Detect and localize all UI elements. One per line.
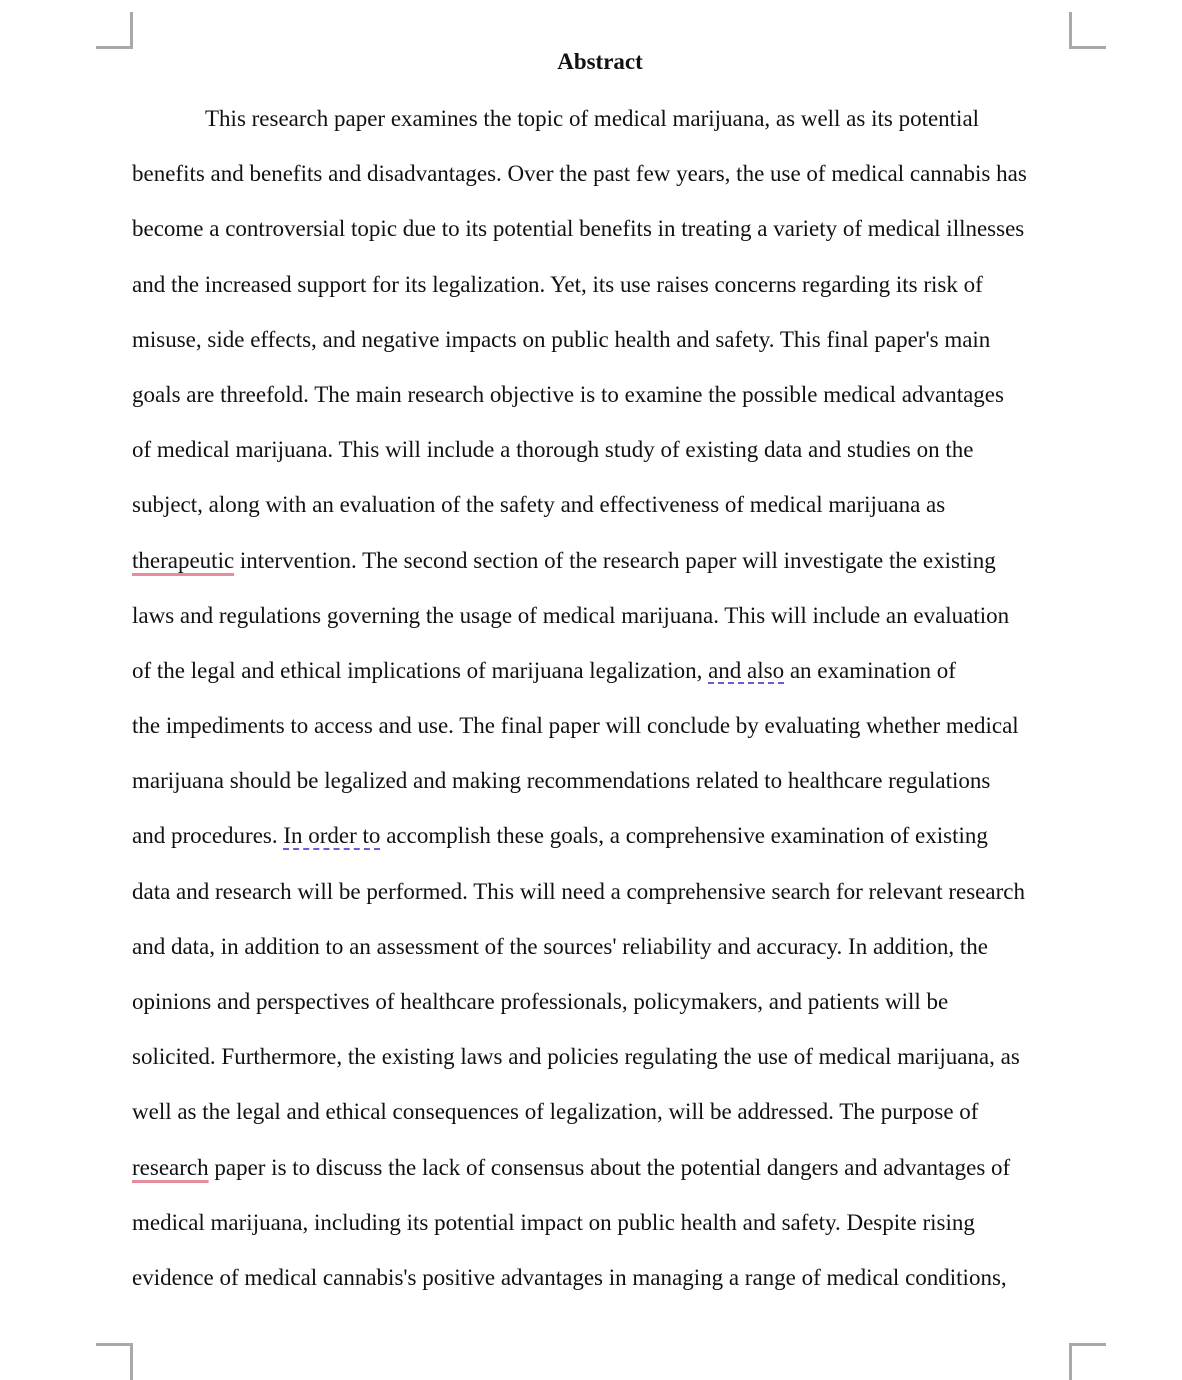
text-line: opinions and perspectives of healthcare professionals, policymakers, and patients will be: [132, 989, 949, 1014]
line-text-before: and procedures.: [132, 823, 284, 849]
text-line: goals are threefold. The main research objective is to examine the possible medical advantages: [132, 381, 1004, 407]
text-line: benefits and benefits and disadvantages. Over the past few years, the use of medical cannabis has: [132, 161, 1027, 187]
line-text-after: intervention. The second section of the research paper will investigate the existing: [234, 547, 996, 573]
text-line: subject, along with an evaluation of the safety and effectiveness of medical marijuana as: [132, 492, 946, 518]
spelling-flag-research[interactable]: research: [132, 1154, 209, 1180]
text-line: the impediments to access and use. The final paper will conclude by evaluating whether medical: [132, 713, 1019, 739]
crop-mark-top-right: [1069, 12, 1106, 49]
line-text-after: accomplish these goals, a comprehensive examination of existing: [380, 823, 988, 849]
text-line: [132, 807, 1092, 862]
text-line: well as the legal and ethical consequences of legalization, will be addressed. The purpose of: [132, 1099, 979, 1125]
grammar-flag-in-order-to[interactable]: In order to: [283, 823, 381, 849]
text-line: laws and regulations governing the usage of medical marijuana. This will include an evaluation: [132, 602, 1010, 628]
text-line: and data, in addition to an assessment of the sources' reliability and accuracy. In addition, the: [132, 933, 988, 959]
spelling-flag-therapeutic[interactable]: therapeutic: [132, 547, 235, 573]
text-line: medical marijuana, including its potential impact on public health and safety. Despite rising: [132, 1209, 975, 1235]
text-line: misuse, side effects, and negative impacts on public health and safety. This final paper's main: [132, 326, 991, 352]
text-line: This research paper examines the topic of medical marijuana, as well as its potential: [205, 106, 980, 131]
abstract-heading: Abstract: [557, 49, 643, 74]
abstract-body[interactable]: [132, 90, 1092, 1304]
text-line: and the increased support for its legalization. Yet, its use raises concerns regarding its risk of: [132, 271, 983, 297]
text-line: of medical marijuana. This will include a thorough study of existing data and studies on the: [132, 437, 974, 463]
line-text-after: an examination of: [784, 657, 956, 683]
line-text-before: of the legal and ethical implications of marijuana legalization,: [132, 657, 709, 683]
text-line: solicited. Furthermore, the existing laws and policies regulating the use of medical marijuana, as: [132, 1044, 1020, 1070]
crop-mark-bottom-left: [96, 1343, 133, 1380]
crop-mark-bottom-right: [1069, 1343, 1106, 1380]
crop-mark-top-left: [96, 12, 133, 49]
text-line: [132, 532, 1092, 587]
text-line: [132, 642, 1092, 697]
text-line: data and research will be performed. This will need a comprehensive search for relevant research: [132, 878, 1025, 904]
line-text-after: paper is to discuss the lack of consensus about the potential dangers and advantages of: [208, 1154, 1011, 1180]
text-line: become a controversial topic due to its potential benefits in treating a variety of medical illnesses: [132, 216, 1025, 242]
text-line: [132, 1139, 1092, 1194]
text-line: marijuana should be legalized and making recommendations related to healthcare regulations: [132, 768, 991, 794]
text-line: evidence of medical cannabis's positive advantages in managing a range of medical conditions,: [132, 1264, 1007, 1290]
grammar-flag-and-also[interactable]: and also: [708, 657, 785, 683]
